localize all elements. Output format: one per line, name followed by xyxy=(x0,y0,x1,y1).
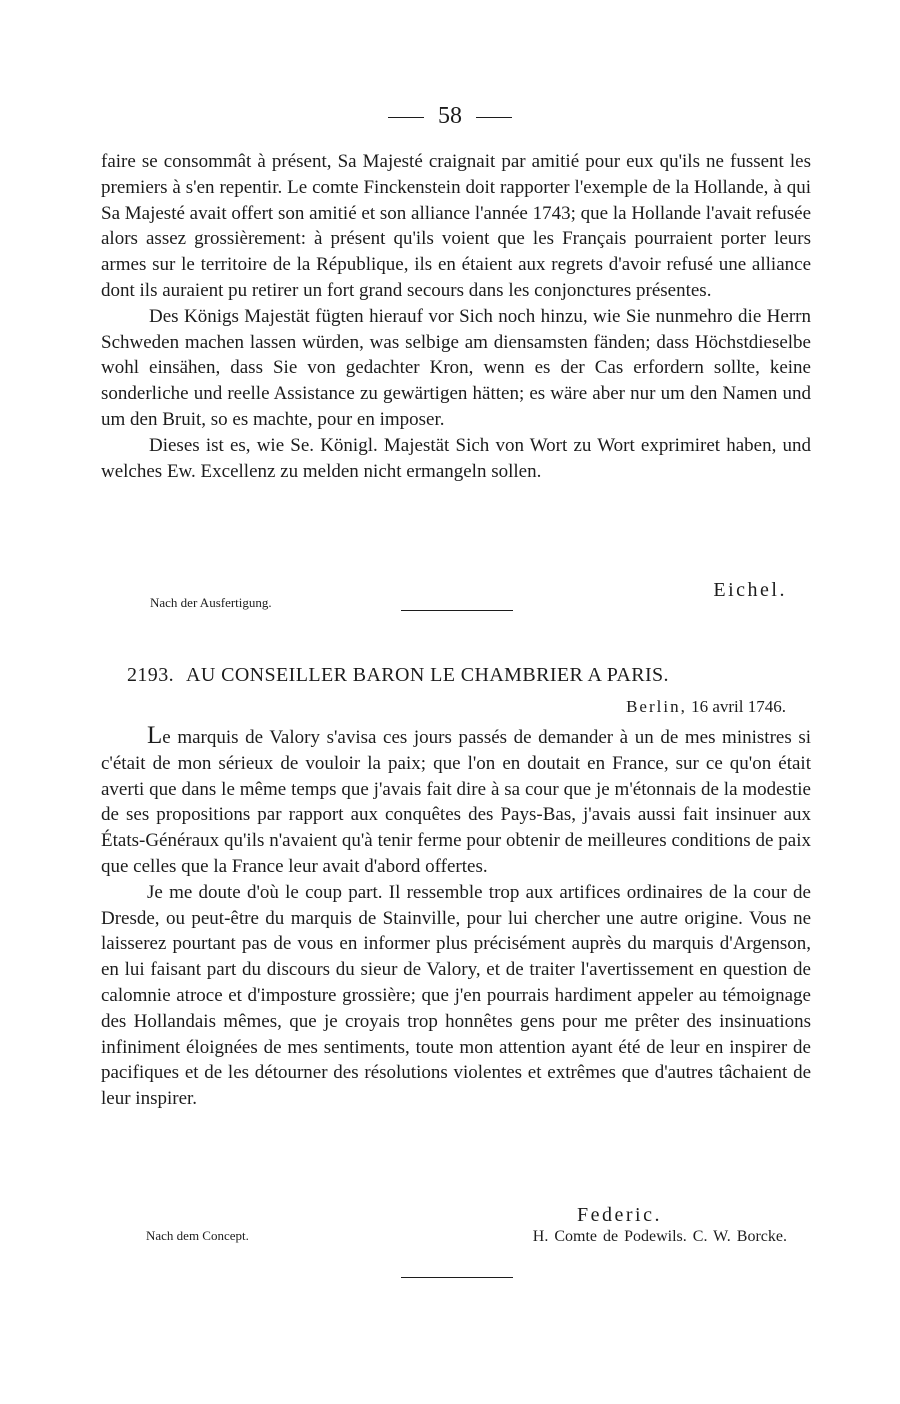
source-note: Nach dem Concept. xyxy=(146,1228,249,1243)
paragraph: faire se consommât à présent, Sa Majesté craignait par amitié pour eux qu'ils ne fussent les premiers à s'en repentir. Le comte Finckenstein doit rapporter l'exemple de la Hollande, à qui Sa Majesté avait offert son amitié et son alliance l'année 1743; que la Hollande l'avait refusée alors assez grossièrement: à présent qu'ils voient que les Français pourraient porter leurs armes sur le territoire de la République, ils en étaient aux regrets d'avoir refusé une alliance dont ils auraient pu retirer un fort grand secours dans les conjonctures présentes. xyxy=(101,151,811,301)
letter-addressee: AU CONSEILLER BARON LE CHAMBRIER A PARIS. xyxy=(186,664,669,686)
paragraph: Je me doute d'où le coup part. Il ressemble trop aux artifices ordinaires de la cour de Dresde, ou peut-être du marquis de Stainville, pour lui chercher une autre origine. Vous ne laisserez pourtant pas de vous en informer plus précisément auprès du marquis d'Argenson, en lui faisant part du discours du sieur de Valory, et de traiter l'avertissement en question de calomnie atroce et d'imposture grossière; que j'en pourrais hardiment appeler au témoignage des Hollandais mêmes, que je croyais trop honnêtes gens pour me prêter des insinuations infiniment éloignées de mes sentiments, toute mon attention ayant été de leur en inspirer de pacifiques et de les détourner des résolutions violentes et extrêmes que d'autres tâchaient de leur inspirer. xyxy=(101,881,811,1110)
paragraph: Dieses ist es, wie Se. Königl. Majestät Sich von Wort zu Wort exprimiret haben, und welches Ew. Excellenz zu melden nicht ermangeln sollen. xyxy=(101,434,811,482)
letter-dateline xyxy=(626,696,786,718)
letter-place: Berlin, xyxy=(626,697,687,716)
page-number-value: 58 xyxy=(438,103,462,129)
letter-number: 2193. xyxy=(127,664,174,686)
page-number-dash-right xyxy=(476,117,512,118)
section-divider xyxy=(401,610,513,611)
letter-body xyxy=(101,723,811,1112)
letter-heading xyxy=(127,662,669,688)
source-note: Nach der Ausfertigung. xyxy=(150,595,272,610)
countersignatures: H. Comte de Podewils. C. W. Borcke. xyxy=(532,1228,787,1245)
section-divider xyxy=(401,1277,513,1278)
letter-date: 16 avril 1746. xyxy=(691,697,786,716)
paragraph: Le marquis de Valory s'avisa ces jours passés de demander à un de mes ministres si c'était de mon sérieux de vouloir la paix; que l'on en doutait en France, sur ce qu'on était averti que dans le même temps que j'avais fait dire à sa cour que je m'étonnais de la modestie de ses propositions par rapport aux conquêtes des Pays-Bas, j'avais aussi fait insinuer aux États-Généraux qu'ils n'avaient qu'à tenir ferme pour obtenir de meilleures conditions de paix que celles que la France leur avait d'abord offertes. xyxy=(101,722,811,877)
previous-letter-body xyxy=(101,149,811,484)
signature-eichel: Eichel. xyxy=(713,579,787,601)
paragraph: Des Königs Majestät fügten hierauf vor Sich noch hinzu, wie Sie nunmehro die Herrn Schweden machen lassen würden, was selbige am diensamsten fänden; dass Höchstdieselbe wohl einsähen, dass Sie von gedachter Kron, wenn es der Cas erfordern sollte, keine sonderliche und reelle Assistance zu gewärtigen hätten; es wäre aber nur um den Namen und um den Bruit, so es machte, pour en imposer. xyxy=(101,305,811,430)
page-number xyxy=(0,100,900,132)
signature-federic: Federic. xyxy=(577,1204,662,1226)
page-number-dash-left xyxy=(388,117,424,118)
